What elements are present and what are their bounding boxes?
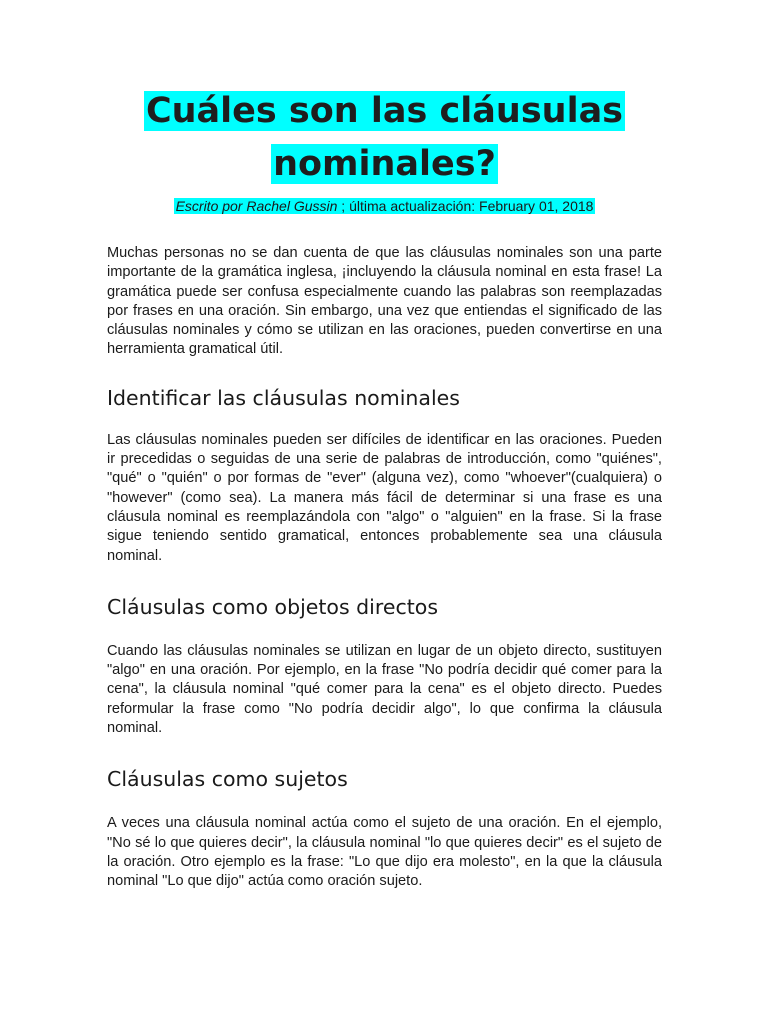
byline — [107, 196, 662, 216]
intro-paragraph: Muchas personas no se dan cuenta de que las cláusulas nominales son una parte importante de la gramática inglesa, ¡incluyendo la cláusula nominal en esta frase! La gramática puede ser confusa especialmente cuando las palabras son reemplazadas por frases en una oración. Sin embargo, una vez que entiendas el significado de las cláusulas nominales y cómo se utilizan en las oraciones, pueden convertirse en una herramienta gramatical útil. — [107, 245, 662, 358]
section-body-identify: Las cláusulas nominales pueden ser difíciles de identificar en las oraciones. Pueden ir precedidas o seguidas de una serie de palabras de introducción, como "quiénes", "qué" o "quién" o por formas de "ever" (alguna vez), como "whoever"(cualquiera) o "however" (como sea). La manera más fácil de determinar si una frase es una cláusula nominal es reemplazándola con "algo" o "alguien" en la frase. Si la frase sigue teniendo sentido gramatical, entonces probablemente sea una cláusula nominal. — [107, 431, 662, 564]
section-heading-subjects: Cláusulas como sujetos — [107, 767, 348, 792]
section-heading-direct-objects: Cláusulas como objetos directos — [107, 594, 439, 619]
section-heading-identify: Identificar las cláusulas nominales — [107, 385, 460, 410]
document-page — [107, 0, 662, 892]
byline-separator: ; — [337, 198, 350, 214]
byline-highlight — [174, 198, 596, 214]
section-body-direct-objects: Cuando las cláusulas nominales se utilizan en lugar de un objeto directo, sustituyen "algo" en una oración. Por ejemplo, en la frase "No podría decidir qué comer para la cena", la cláusula nominal "qué comer para la cena" es el objeto directo. Puedes reformular la frase como "No podría decidir algo", lo que confirma la cláusula nominal. — [107, 642, 662, 737]
byline-author: Escrito por Rachel Gussin — [175, 198, 338, 214]
title-block — [107, 88, 662, 194]
section-body-subjects: A veces una cláusula nominal actúa como el sujeto de una oración. En el ejemplo, "No sé lo que quieres decir", la cláusula nominal "lo que quieres decir" es el sujeto de la oración. Otro ejemplo es la frase: "Lo que dijo era molesto", en la que la cláusula nominal "Lo que dijo" actúa como oración sujeto. — [107, 815, 662, 890]
page-title: Cuáles son las cláusulas nominales? — [145, 91, 624, 184]
byline-updated: última actualización: February 01, 2018 — [349, 198, 594, 214]
